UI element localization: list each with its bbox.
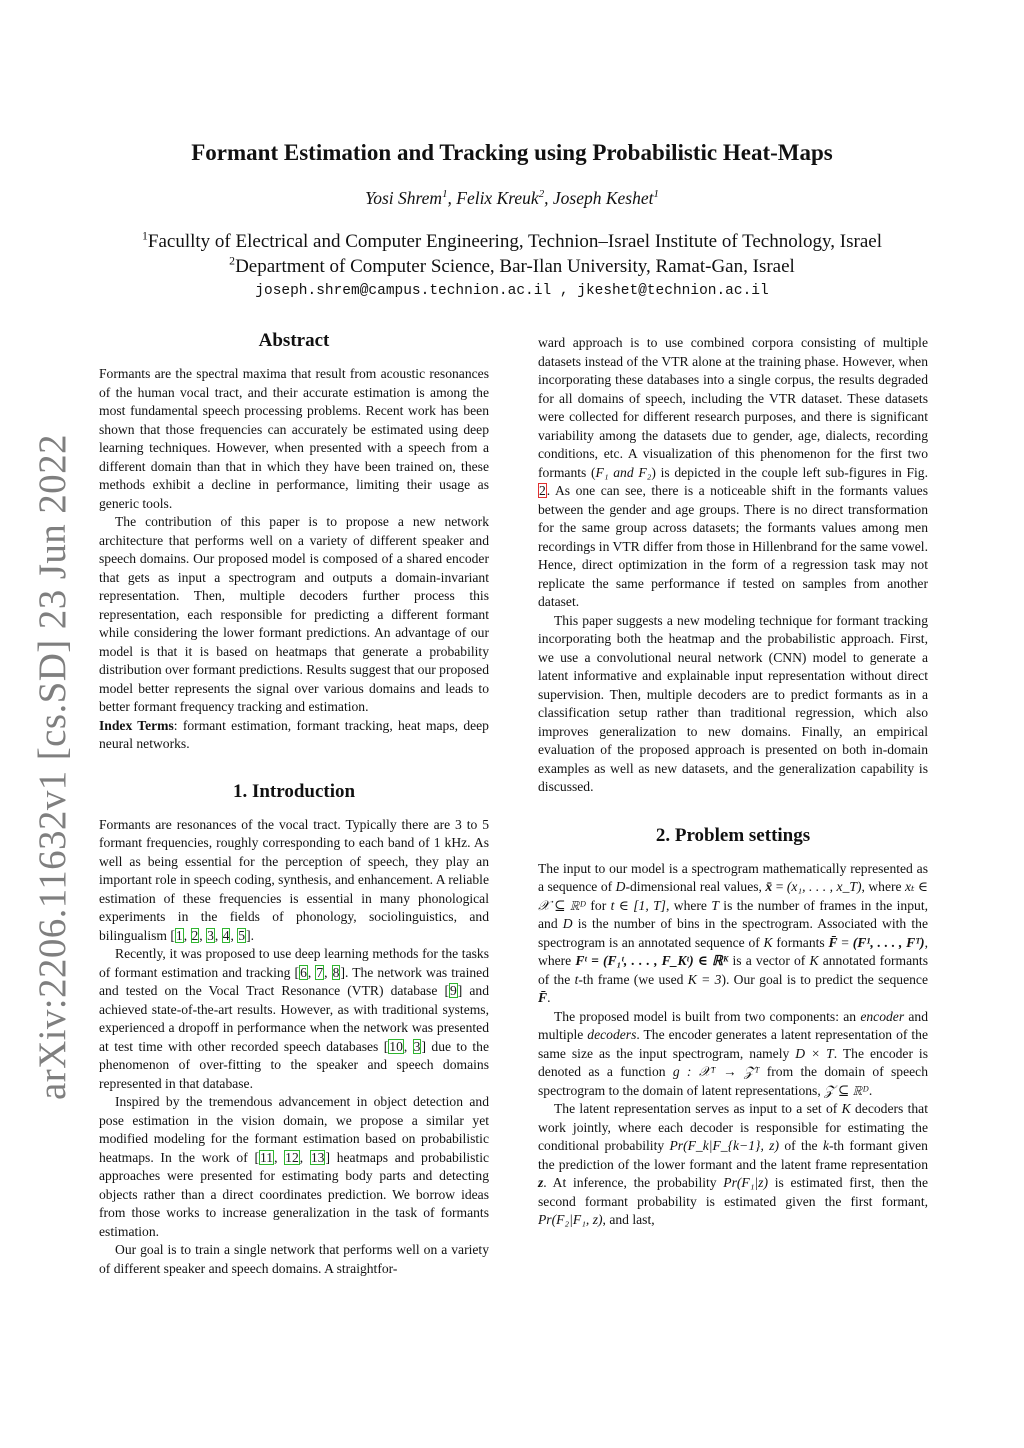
affiliation-2 [0, 256, 1024, 278]
math-expression: xₜ ∈ 𝒳 ⊆ ℝᴰ [538, 879, 928, 913]
right-column [538, 334, 928, 1230]
abstract-heading: Abstract [258, 330, 330, 351]
math-expression: (x₁, . . . , x_T) [786, 879, 862, 894]
intro-paragraph: Formants are resonances of the vocal tract. Typically there are 3 to 5 formant frequencies, roughly corresponding to each band of 1 kHz. As well as being essential for the perception of speech, they play an important role in speech coding, synthesis, and enhancement. A reliable estimation of these frequencies is essential in many phonological experiments in the fields of phonology, sociolinguistics, and bilingualism [1, 2, 3, 4, 5]. [99, 816, 489, 943]
citation-link[interactable]: 7 [316, 964, 324, 980]
arxiv-identifier[interactable]: arXiv:2206.11632v1 [cs.SD] 23 Jun 2022 [31, 434, 74, 1100]
affiliation-mark: 1 [142, 229, 148, 243]
citation-link[interactable]: 3 [413, 1038, 421, 1054]
citation-link[interactable]: 5 [238, 927, 246, 943]
affiliation-text: Department of Computer Science, Bar-Ilan University, Ramat-Gan, Israel [235, 256, 795, 277]
section-heading-problem-settings: 2. Problem settings [655, 824, 811, 846]
problem-paragraph: The proposed model is built from two components: an encoder and multiple decoders. The encoder generates a latent representation of the same size as the input spectrogram, namely D × T. The encoder is denoted as a function g : 𝒳ᵀ → 𝒵ᵀ from the domain of speech spectrogram to the domain of latent representations, 𝒵 ⊆ ℝᴰ. [538, 1008, 929, 1098]
paragraph-text: The input to our model is a spectrogram mathematically represented as a sequence of [538, 860, 928, 894]
paragraph-text: . The encoder is denoted as a function [538, 1045, 929, 1079]
math-expression: (F¹, . . . , Fᵀ) [852, 934, 925, 950]
paragraph-text: is the number of bins in the spectrogram. Associated with the spectrogram is an annotated sequence of [538, 916, 928, 950]
math-expression: g : 𝒳ᵀ → 𝒵ᵀ [672, 1064, 760, 1079]
paragraph-text: Recently, it was proposed to use deep learning methods for the tasks of formant estimation and tracking [99, 946, 489, 980]
author-list: Yosi Shrem$^1$, Felix Kreuk$^2$, Joseph Keshet$^1$ [365, 188, 659, 208]
math-expression: K [809, 953, 819, 968]
math-expression: D [615, 879, 626, 894]
paragraph-text: , where [665, 897, 712, 913]
paragraph-text: and multiple [538, 1008, 929, 1042]
math-expression: D [562, 916, 573, 931]
paragraph-text: ) is depicted in the couple left sub-figures in Fig. [651, 464, 928, 480]
math-expression: t [574, 971, 579, 987]
math-expression: T [711, 897, 719, 913]
math-expression: 𝒵 ⊆ ℝᴰ [824, 1082, 869, 1098]
paragraph-text: is the number of frames in the input, and [538, 897, 928, 931]
intro-paragraph: Our goal is to train a single network that performs well on a variety of different speaker and speech domains. A straightfor- [99, 1242, 489, 1276]
paragraph-text: ). Our goal is to predict the sequence [721, 971, 928, 987]
intro-paragraph: This paper suggests a new modeling technique for formant tracking incorporating both the heatmap and the probabilistic approach. First, we use a convolutional neural network (CNN) model to generate a latent informative and explainable input representation without direct supervision. Then, multiple decoders are to predict formants as in a classification setup rather than traditional regression, which also improves generalization to new domains. Finally, an empirical evaluation of the proposed approach is presented on both in-domain examples as well as new datasets, and the generalization capability is discussed. [538, 612, 928, 794]
math-expression: F̄ [828, 934, 838, 950]
abstract-paragraph: The contribution of this paper is to propose a new network architecture that performs well on a variety of different speaker and speech domains. Our proposed model is composed of a shared encoder that gets as input a spectrogram and outputs a domain-invariant representation. Then, multiple decoders further process this representation, each responsible for predicting a different formant while considering the lower formant predictions. An advantage of our model is that it is based on heatmaps that generate a probability distribution over formant predictions. Results suggest that our proposed model better represents the signal over various domains and leads to better formant frequency tracking and estimation. [99, 514, 490, 714]
paragraph-text: The latent representation serves as input to a set of [554, 1101, 842, 1116]
affiliation-1 [0, 231, 1024, 253]
paragraph-text: decoders that work jointly, where each decoder is responsible for estimating the conditional probability [538, 1101, 928, 1153]
math-expression: k [822, 1138, 829, 1153]
citation-link[interactable]: 13 [310, 1149, 325, 1165]
intro-paragraph: Inspired by the tremendous advancement in object detection and pose estimation in the vision domain, we propose a similar yet modified modeling for the formant estimation based on probabilistic heatmaps. In the work of [11, 12, 13] heatmaps and probabilistic approaches were presented for estimating body parts and detecting objects rather than a direct coordinates prediction. We borrow ideas from those works to increase generalization in the task of formants estimation. [99, 1094, 490, 1239]
paragraph-text: . At inference, the probability [543, 1175, 724, 1190]
paragraph-text: is estimated first, then the second formant probability is estimated given the first formant, [538, 1175, 928, 1209]
math-expression: Pr(F₁|z) [723, 1175, 768, 1190]
paragraph-text: from the domain of speech spectrogram to the domain of latent representations, [538, 1064, 928, 1098]
problem-paragraph: The input to our model is a spectrogram mathematically represented as a sequence of D-dimensional real values, x̄ = (x₁, . . . , x_T), where xₜ ∈ 𝒳 ⊆ ℝᴰ for t ∈ [1, T], where T is the number of frames in the input, and D is the number of bins in the spectrogram. Associated with the spectrogram is an annotated sequence of K formants F̄ = (F¹, . . . , Fᵀ), where Fᵗ = (F₁ᵗ, . . . , F_Kᵗ) ∈ ℝᴷ is a vector of K annotated formants of the t-th frame (we used K = 3). Our goal is to predict the sequence F̄. [538, 860, 928, 1005]
index-terms [99, 717, 489, 754]
paragraph-text: is a vector of [728, 953, 810, 968]
paragraph-text: , where [861, 879, 906, 894]
math-expression: z [538, 1175, 544, 1190]
left-column [99, 329, 489, 1278]
citation-link[interactable]: 1 [175, 927, 183, 943]
paragraph-text: The proposed model is built from two components: an [554, 1008, 861, 1024]
citation-link[interactable]: 12 [285, 1149, 299, 1165]
section-heading-introduction: 1. Introduction [232, 780, 356, 802]
index-terms-label: Index Terms [99, 717, 174, 733]
math-expression: D × T [795, 1045, 834, 1061]
paragraph-text: of the [779, 1138, 823, 1153]
citation-link[interactable]: 3 [207, 927, 214, 943]
abstract-paragraph: Formants are the spectral maxima that result from acoustic resonances of the human vocal tract, and their accurate estimation is among the most fundamental speech processing problems. Recent work has been shown that those frequencies can accurately be estimated using deep learning techniques. However, when presented with a speech from a different domain than that in which they have been trained on, these methods exhibit a decline in performance, limiting their usage as generic tools. [99, 366, 489, 511]
paragraph-text: Inspired by the tremendous advancement in object detection and pose estimation in the vision domain, we propose a similar yet modified modeling for the formant estimation based on probabilistic heatmaps. In the work of [99, 1094, 489, 1165]
emphasis-text: decoders [587, 1027, 637, 1042]
author-name: Felix Kreuk [456, 188, 539, 208]
paragraph-text: -dimensional real values, [625, 879, 766, 894]
math-expression: F̄ [538, 990, 548, 1005]
math-expression: x̄ [765, 879, 773, 894]
math-expression: t ∈ [1, T] [610, 897, 666, 913]
affiliation-mark: 2 [538, 188, 545, 201]
citation-link[interactable]: 9 [449, 983, 457, 998]
citation-link[interactable]: 8 [332, 964, 340, 980]
math-expression: Fᵗ = (F₁ᵗ, . . . , F_Kᵗ) ∈ ℝᴷ [575, 953, 729, 968]
affiliation-mark: 1 [653, 188, 659, 201]
math-expression: Pr(F_k|F_{k−1}, z) [669, 1138, 779, 1153]
problem-paragraph [538, 1100, 928, 1230]
intro-paragraph: Recently, it was proposed to use deep learning methods for the tasks of formant estimation and tracking [6, 7, 8]. The network was trained and tested on the Vocal Tract Resonance (VTR) database [9] and achieved state-of-the-art results. However, as with traditional systems, experienced a dropoff in performance when the network was presented at test time with other recorded speech databases [10, 3] due to the phenomenon of over-fitting to the speaker and speech domains represented in that database. [99, 946, 490, 1091]
paragraph-text: due to the phenomenon of over-fitting to the speaker and speech domains represented in that database. [99, 1038, 489, 1091]
paragraph-text: . As one can see, there is a noticeable shift in the formants values between the gender and age groups. There is no direct transformation for the same group across datasets; the formants values among men recordings in VTR differ from those in Hillenbrand for the same vowel. Hence, direct optimization in the form of a regression task may not replicate the same performance if tested on samples from another dataset. [538, 483, 928, 609]
citation-link[interactable]: 4 [222, 927, 230, 943]
math-expression: K [841, 1101, 851, 1116]
math-expression: K [763, 934, 773, 950]
citation-link[interactable]: 11 [259, 1149, 274, 1165]
affiliation-mark: 1 [442, 188, 448, 201]
figure-reference-link[interactable]: 2 [539, 483, 546, 498]
emphasis-text: encoder [860, 1008, 905, 1024]
paragraph-text: for [586, 897, 611, 913]
author-name: Joseph Keshet [552, 188, 654, 208]
index-terms-text: : formant estimation, formant tracking, heat maps, deep neural networks. [99, 717, 489, 751]
intro-paragraph-continued [538, 334, 928, 612]
paragraph-text: Formants are resonances of the vocal tract. Typically there are 3 to 5 formant frequencies, roughly corresponding to each band of 1 kHz. As well as being essential for the perception of speech, they play an important role in speech coding, synthesis, and enhancement. A reliable estimation of these frequencies is essential in many phonological experiments in the fields of phonology, sociolinguistics, and bilingualism [99, 816, 489, 943]
paragraph-text: heatmaps and probabilistic approaches were presented for estimating body parts and detecting objects rather than a direct coordinates prediction. We borrow ideas from those works to increase generalization in the task of formants estimation. [99, 1149, 490, 1239]
math-expression: Pr(F₂|F₁, z) [538, 1212, 603, 1227]
paragraph-text: , and last, [602, 1212, 655, 1227]
paragraph-text: , where [538, 934, 928, 968]
affiliation-text: Facullty of Electrical and Computer Engineering, Technion–Israel Institute of Technology, Israel [147, 231, 882, 252]
citation-link[interactable]: 10 [389, 1038, 403, 1054]
affiliation-mark: 2 [229, 254, 236, 268]
paragraph-text: -th formant given the prediction of the lower formant and the latent frame representation [538, 1138, 928, 1172]
paper-title: Formant Estimation and Tracking using Probabilistic Heat-Maps [191, 140, 833, 165]
paragraph-text: annotated formants of the [538, 953, 928, 987]
paragraph-text: and achieved state-of-the-art results. However, as with traditional systems, experienced a dropoff in performance when the network was presented at test time with other recorded speech databases [99, 983, 490, 1054]
author-emails: joseph.shrem@campus.technion.ac.il , jkeshet@technion.ac.il [255, 283, 769, 299]
math-expression: K = 3 [687, 971, 722, 987]
citation-link[interactable]: 2 [191, 927, 199, 943]
paragraph-text: ward approach is to use combined corpora consisting of multiple datasets instead of the VTR alone at the training phase. However, when incorporating these databases into a single corpus, the results degraded for all domains of speech, including the VTR dataset. These datasets were collected for different research purposes, and there is significant variability among the datasets due to gender, age, dialects, recording conditions, etc. A visualization of this phenomenon for the first two formants ( [538, 335, 928, 480]
math-expression: F₁ and F₂ [595, 464, 652, 480]
paragraph-text: -th frame (we used [578, 971, 688, 987]
paragraph-text: . The network was trained and tested on the Vocal Tract Resonance (VTR) database [99, 964, 489, 998]
paragraph-text: . The encoder generates a latent representation of the same size as the input spectrogram, namely [538, 1027, 928, 1061]
author-name: Yosi Shrem [365, 188, 443, 208]
citation-link[interactable]: 6 [300, 964, 307, 980]
paragraph-text: formants [772, 934, 829, 950]
